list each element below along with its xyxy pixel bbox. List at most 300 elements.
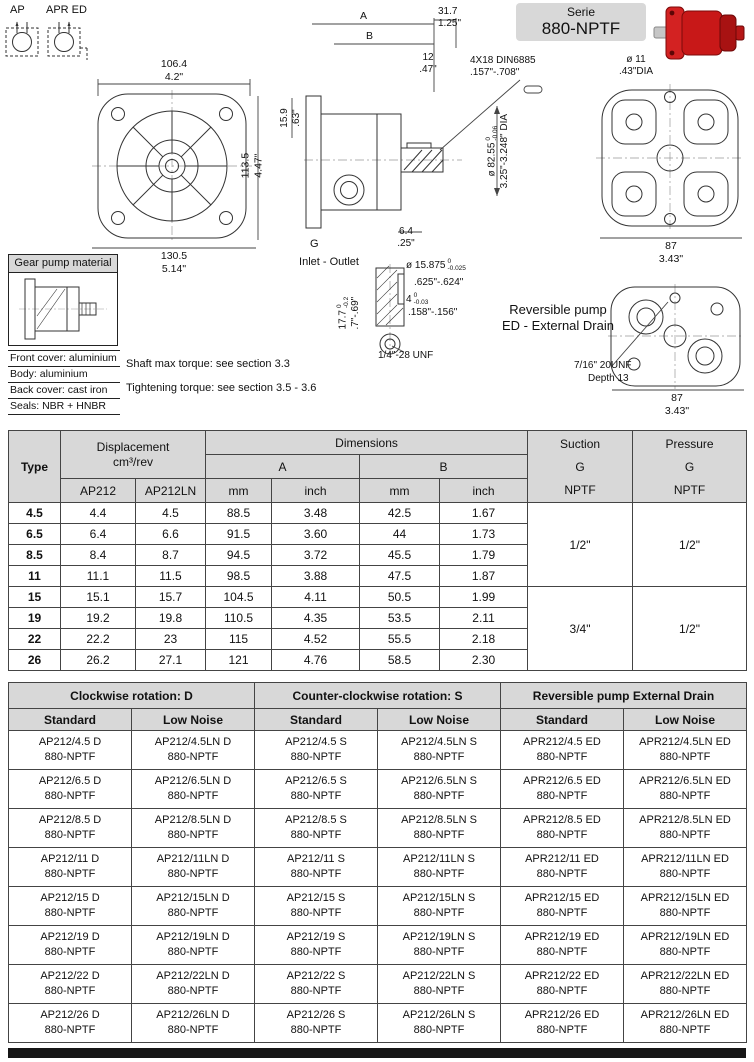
material-box-title: Gear pump material — [9, 255, 117, 273]
dim-mm: 31.7 — [438, 6, 458, 17]
symbol-ap-label: AP — [10, 4, 25, 16]
type-cell: 15 — [9, 587, 61, 608]
suction-cell: 3/4" — [528, 587, 633, 671]
part-row — [9, 887, 747, 926]
serie-label: Serie — [566, 5, 595, 19]
part-code: AP212/8.5 S — [285, 814, 347, 826]
part-cell — [132, 887, 255, 926]
part-code: AP212/11LN D — [156, 853, 230, 865]
dim-159 — [279, 95, 303, 141]
symbol-apr-label: APR ED — [46, 4, 87, 16]
part-suffix: 880-NPTF — [44, 751, 96, 763]
part-suffix: 880-NPTF — [659, 907, 711, 919]
part-cell — [255, 809, 378, 848]
value-cell: 11.5 — [136, 566, 206, 587]
col-header-suction — [528, 431, 633, 503]
value-cell: 2.30 — [440, 650, 528, 671]
part-cell — [132, 809, 255, 848]
tol-up: 0 — [484, 136, 492, 141]
note-shaft-torque: Shaft max torque: see section 3.3 — [126, 358, 290, 370]
suction-cell: 1/2" — [528, 503, 633, 587]
part-suffix: 880-NPTF — [659, 868, 711, 880]
part-code: APR212/15 ED — [524, 892, 600, 904]
tol-dn: -0.06 — [492, 125, 499, 141]
value-cell: 15.7 — [136, 587, 206, 608]
tolerance — [447, 258, 465, 272]
part-code: AP212/22 D — [40, 970, 100, 982]
key-spec-line2: .157"-.708" — [470, 67, 520, 78]
front-base-dim — [130, 250, 218, 275]
dim-mm: 87 — [671, 392, 683, 404]
sub-header-standard: Standard — [9, 709, 132, 731]
suction-nptf: NPTF — [564, 482, 596, 497]
part-suffix: 880-NPTF — [44, 907, 96, 919]
rear2-width-dim — [652, 392, 702, 417]
type-cell: 8.5 — [9, 545, 61, 566]
part-code: AP212/26LN S — [402, 1009, 476, 1021]
part-cell — [9, 848, 132, 887]
part-cell — [378, 887, 501, 926]
tolerance — [485, 126, 499, 141]
value-cell: 8.4 — [61, 545, 136, 566]
part-cell — [501, 809, 624, 848]
dim-in: .25" — [397, 238, 415, 249]
part-suffix: 880-NPTF — [44, 1024, 96, 1036]
value-cell: 15.1 — [61, 587, 136, 608]
part-code: AP212/22 S — [286, 970, 346, 982]
key-spec — [470, 55, 536, 79]
tol-up: 0 — [413, 292, 418, 299]
part-code: APR212/11 ED — [525, 853, 599, 865]
part-row — [9, 965, 747, 1004]
dimensions-table-body — [9, 503, 747, 671]
rear-width-dim — [646, 240, 696, 265]
sub-header-standard: Standard — [255, 709, 378, 731]
value-cell: 4.76 — [272, 650, 360, 671]
part-cell — [255, 1004, 378, 1043]
value-cell: 50.5 — [360, 587, 440, 608]
tol-dn: -0.03 — [413, 299, 429, 307]
part-cell — [132, 770, 255, 809]
material-row: Front cover: aluminium — [8, 351, 120, 367]
value-cell: 58.5 — [360, 650, 440, 671]
dimensions-row — [9, 587, 747, 608]
value-cell: 3.48 — [272, 503, 360, 524]
part-suffix: 880-NPTF — [290, 907, 342, 919]
part-cell — [624, 1004, 747, 1043]
displacement-unit: cm³/rev — [113, 454, 153, 469]
value-cell: 19.2 — [61, 608, 136, 629]
value-cell: 26.2 — [61, 650, 136, 671]
type-cell: 6.5 — [9, 524, 61, 545]
tol-up: 0 — [447, 258, 452, 265]
header-row-1 — [9, 431, 747, 455]
pilot-dia-dim — [485, 91, 511, 211]
col-header-a: A — [206, 455, 360, 479]
part-code: APR212/26 ED — [524, 1009, 600, 1021]
material-rows — [8, 350, 120, 415]
inlet-outlet-label: Inlet - Outlet — [299, 256, 359, 268]
material-row: Seals: NBR + HNBR — [8, 399, 120, 415]
part-suffix: 880-NPTF — [536, 829, 588, 841]
shaft-len: 17.7 — [337, 310, 349, 330]
part-cell — [501, 887, 624, 926]
part-row — [9, 809, 747, 848]
part-suffix: 880-NPTF — [536, 946, 588, 958]
value-cell: 2.11 — [440, 608, 528, 629]
value-cell: 3.60 — [272, 524, 360, 545]
part-suffix: 880-NPTF — [290, 946, 342, 958]
value-cell: 6.6 — [136, 524, 206, 545]
value-cell: 98.5 — [206, 566, 272, 587]
part-code: AP212/26 S — [286, 1009, 346, 1021]
part-suffix: 880-NPTF — [167, 907, 219, 919]
col-header-b-inch: inch — [440, 479, 528, 503]
part-suffix: 880-NPTF — [44, 790, 96, 802]
part-code: APR212/26LN ED — [640, 1009, 730, 1021]
pilot-dia-in: 3.25"-3.248" DIA — [499, 113, 511, 189]
pilot-dia-mm: ø 82.55 — [486, 142, 498, 177]
shaft-len-dim — [336, 276, 362, 350]
part-cell — [501, 965, 624, 1004]
dim-317 — [438, 6, 461, 30]
part-suffix: 880-NPTF — [413, 790, 465, 802]
value-cell: 3.72 — [272, 545, 360, 566]
reversible-line2: ED - External Drain — [502, 318, 614, 333]
part-suffix: 880-NPTF — [290, 751, 342, 763]
part-row — [9, 848, 747, 887]
dim-mm: 12 — [422, 52, 434, 63]
part-code: AP212/8.5LN S — [401, 814, 477, 826]
part-suffix: 880-NPTF — [290, 868, 342, 880]
part-suffix: 880-NPTF — [290, 1024, 342, 1036]
part-cell — [255, 926, 378, 965]
part-code: AP212/11 S — [287, 853, 345, 865]
value-cell: 1.73 — [440, 524, 528, 545]
value-cell: 4.11 — [272, 587, 360, 608]
part-code: APR212/11LN ED — [641, 853, 729, 865]
col-header-a-mm: mm — [206, 479, 272, 503]
part-code: AP212/4.5 D — [38, 736, 102, 748]
part-suffix: 880-NPTF — [536, 907, 588, 919]
dim-mm: 87 — [665, 240, 677, 252]
part-cell — [378, 848, 501, 887]
displacement-label: Displacement — [96, 439, 170, 454]
pressure-cell: 1/2" — [633, 587, 747, 671]
part-code: AP212/6.5LN D — [154, 775, 232, 787]
part-cell — [9, 809, 132, 848]
part-code: AP212/19 S — [286, 931, 346, 943]
part-cell — [378, 731, 501, 770]
part-suffix: 880-NPTF — [659, 751, 711, 763]
dimensions-row — [9, 503, 747, 524]
part-cell — [501, 1004, 624, 1043]
value-cell: 115 — [206, 629, 272, 650]
part-suffix: 880-NPTF — [44, 868, 96, 880]
dim-12 — [408, 52, 448, 76]
drain-depth-label: Depth 13 — [588, 373, 629, 384]
part-code: APR212/22LN ED — [640, 970, 730, 982]
part-code: AP212/6.5 D — [38, 775, 102, 787]
value-cell: 104.5 — [206, 587, 272, 608]
dim-mm: 130.5 — [160, 250, 188, 262]
part-suffix: 880-NPTF — [290, 985, 342, 997]
part-code: AP212/19 D — [40, 931, 100, 943]
part-cell — [624, 731, 747, 770]
value-cell: 44 — [360, 524, 440, 545]
part-code: AP212/22LN D — [156, 970, 230, 982]
part-cell — [255, 731, 378, 770]
tol-up: 0 — [335, 304, 343, 309]
dim-b-label: B — [366, 30, 374, 42]
part-suffix: 880-NPTF — [44, 946, 96, 958]
part-code: APR212/6.5LN ED — [639, 775, 731, 787]
part-suffix: 880-NPTF — [290, 829, 342, 841]
tolerance — [414, 292, 429, 306]
part-row — [9, 1004, 747, 1043]
dim-mm: 6.4 — [399, 226, 413, 237]
part-suffix: 880-NPTF — [167, 790, 219, 802]
part-code: APR212/15LN ED — [640, 892, 730, 904]
value-cell: 4.35 — [272, 608, 360, 629]
col-header-b-mm: mm — [360, 479, 440, 503]
sub-header-low-noise: Low Noise — [378, 709, 501, 731]
part-code: AP212/15 S — [286, 892, 346, 904]
type-cell: 11 — [9, 566, 61, 587]
type-cell: 4.5 — [9, 503, 61, 524]
sub-header-standard: Standard — [501, 709, 624, 731]
serie-value: 880-NPTF — [541, 19, 621, 38]
part-suffix: 880-NPTF — [167, 829, 219, 841]
part-cell — [255, 848, 378, 887]
part-code: APR212/6.5 ED — [523, 775, 601, 787]
value-cell: 22.2 — [61, 629, 136, 650]
part-cell — [624, 965, 747, 1004]
shaft-dia-in: .625"-.624" — [414, 277, 464, 288]
part-cell — [378, 770, 501, 809]
part-cell — [624, 770, 747, 809]
part-suffix: 880-NPTF — [536, 1024, 588, 1036]
part-cell — [624, 887, 747, 926]
value-cell: 1.67 — [440, 503, 528, 524]
group-header-counterclockwise: Counter-clockwise rotation: S — [255, 683, 501, 709]
key-dia-mm: ø 11 — [626, 54, 646, 65]
part-code: AP212/15 D — [40, 892, 100, 904]
part-cell — [132, 1004, 255, 1043]
value-cell: 121 — [206, 650, 272, 671]
shaft-key-in: .158"-.156" — [408, 307, 458, 318]
part-code: AP212/11LN S — [403, 853, 475, 865]
col-header-pressure — [633, 431, 747, 503]
col-header-b: B — [360, 455, 528, 479]
shaft-len-in: .7"-.69" — [350, 296, 362, 330]
front-height-dim — [239, 140, 264, 192]
shaft-len-line1 — [336, 276, 350, 350]
part-suffix: 880-NPTF — [167, 868, 219, 880]
part-suffix: 880-NPTF — [536, 790, 588, 802]
part-code: AP212/6.5LN S — [401, 775, 477, 787]
part-table-body — [9, 731, 747, 1043]
part-code: AP212/4.5LN S — [401, 736, 477, 748]
dim-64 — [386, 226, 426, 250]
type-cell: 26 — [9, 650, 61, 671]
value-cell: 4.52 — [272, 629, 360, 650]
tolerance — [336, 297, 350, 308]
part-cell — [132, 731, 255, 770]
value-cell: 23 — [136, 629, 206, 650]
value-cell: 91.5 — [206, 524, 272, 545]
pressure-cell: 1/2" — [633, 503, 747, 587]
part-numbers-table — [8, 682, 747, 1043]
tol-dn: -0.025 — [447, 265, 466, 273]
reversible-label — [486, 302, 630, 334]
dim-in: 3.43" — [658, 252, 684, 265]
part-code: AP212/22LN S — [402, 970, 476, 982]
dim-in: 4.47" — [252, 153, 264, 178]
part-code: AP212/11 D — [40, 853, 100, 865]
col-header-type: Type — [9, 431, 61, 503]
part-suffix: 880-NPTF — [659, 985, 711, 997]
col-header-dimensions: Dimensions — [206, 431, 528, 455]
group-header-clockwise: Clockwise rotation: D — [9, 683, 255, 709]
part-code: AP212/8.5LN D — [154, 814, 232, 826]
value-cell: 88.5 — [206, 503, 272, 524]
drain-thread-label: 7/16" 20UNF — [574, 360, 632, 371]
col-header-displacement — [61, 431, 206, 479]
part-cell — [9, 965, 132, 1004]
part-code: AP212/8.5 D — [38, 814, 102, 826]
material-row: Body: aluminium — [8, 367, 120, 383]
part-cell — [624, 809, 747, 848]
part-cell — [9, 770, 132, 809]
group-header-reversible: Reversible pump External Drain — [501, 683, 747, 709]
type-cell: 22 — [9, 629, 61, 650]
part-code: APR212/19 ED — [524, 931, 600, 943]
dim-in: .47" — [419, 64, 437, 75]
drawings-section — [0, 0, 754, 430]
part-suffix: 880-NPTF — [44, 985, 96, 997]
part-cell — [132, 926, 255, 965]
part-suffix: 880-NPTF — [659, 829, 711, 841]
value-cell: 27.1 — [136, 650, 206, 671]
part-suffix: 880-NPTF — [413, 946, 465, 958]
part-cell — [132, 965, 255, 1004]
part-suffix: 880-NPTF — [413, 985, 465, 997]
part-cell — [9, 887, 132, 926]
part-cell — [378, 926, 501, 965]
part-suffix: 880-NPTF — [536, 985, 588, 997]
front-width-dim — [130, 58, 218, 83]
footer-bar — [8, 1048, 746, 1058]
value-cell: 55.5 — [360, 629, 440, 650]
sub-header-low-noise: Low Noise — [132, 709, 255, 731]
col-header-ap212ln: AP212LN — [136, 479, 206, 503]
part-suffix: 880-NPTF — [44, 829, 96, 841]
value-cell: 1.99 — [440, 587, 528, 608]
part-row — [9, 731, 747, 770]
part-code: AP212/26 D — [40, 1009, 100, 1021]
dimensions-table — [8, 430, 747, 671]
value-cell: 19.8 — [136, 608, 206, 629]
part-code: AP212/15LN S — [402, 892, 476, 904]
part-suffix: 880-NPTF — [167, 751, 219, 763]
value-cell: 11.1 — [61, 566, 136, 587]
shaft-dia-dim — [406, 258, 466, 272]
part-cell — [624, 848, 747, 887]
material-row: Back cover: cast iron — [8, 383, 120, 399]
part-cell — [9, 926, 132, 965]
part-code: APR212/19LN ED — [640, 931, 730, 943]
part-cell — [255, 770, 378, 809]
key-dia — [604, 54, 668, 78]
part-suffix: 880-NPTF — [536, 751, 588, 763]
value-cell: 1.79 — [440, 545, 528, 566]
key-spec-line1: 4X18 DIN6885 — [470, 55, 536, 66]
part-suffix: 880-NPTF — [413, 868, 465, 880]
part-cell — [501, 848, 624, 887]
value-cell: 94.5 — [206, 545, 272, 566]
dim-mm: 15.9 — [279, 108, 290, 128]
part-cell — [255, 887, 378, 926]
tol-dn: -0.2 — [343, 296, 350, 309]
dim-a-label: A — [360, 10, 368, 22]
part-cell — [378, 809, 501, 848]
dim-in: 3.43" — [664, 404, 690, 417]
part-suffix: 880-NPTF — [659, 790, 711, 802]
pilot-dia-line1 — [485, 91, 499, 211]
part-suffix: 880-NPTF — [413, 751, 465, 763]
material-drawing — [19, 276, 107, 342]
part-suffix: 880-NPTF — [167, 985, 219, 997]
reversible-line1: Reversible pump — [509, 302, 607, 317]
value-cell: 110.5 — [206, 608, 272, 629]
part-suffix: 880-NPTF — [167, 1024, 219, 1036]
part-cell — [378, 965, 501, 1004]
part-code: APR212/22 ED — [524, 970, 600, 982]
part-suffix: 880-NPTF — [167, 946, 219, 958]
part-code: AP212/4.5LN D — [154, 736, 232, 748]
value-cell: 4.5 — [136, 503, 206, 524]
material-box — [8, 254, 118, 346]
part-suffix: 880-NPTF — [413, 1024, 465, 1036]
pressure-nptf: NPTF — [673, 482, 706, 497]
part-suffix: 880-NPTF — [659, 1024, 711, 1036]
suction-label: Suction — [560, 436, 601, 451]
part-sub-header-row — [9, 709, 747, 731]
value-cell: 8.7 — [136, 545, 206, 566]
part-code: AP212/4.5 S — [285, 736, 347, 748]
part-cell — [9, 1004, 132, 1043]
part-cell — [501, 731, 624, 770]
value-cell: 42.5 — [360, 503, 440, 524]
part-suffix: 880-NPTF — [290, 790, 342, 802]
suction-g: G — [575, 459, 585, 474]
part-cell — [501, 770, 624, 809]
note-tightening-torque: Tightening torque: see section 3.5 - 3.6 — [126, 382, 317, 394]
value-cell: 1.87 — [440, 566, 528, 587]
value-cell: 47.5 — [360, 566, 440, 587]
value-cell: 3.88 — [272, 566, 360, 587]
part-cell — [624, 926, 747, 965]
part-code: AP212/19LN D — [156, 931, 230, 943]
key-dia-in: .43"DIA — [618, 66, 654, 77]
part-code: AP212/15LN D — [156, 892, 230, 904]
shaft-key: 4 — [406, 293, 412, 305]
dim-mm: 106.4 — [160, 58, 188, 70]
port-g-label: G — [310, 238, 319, 250]
part-cell — [378, 1004, 501, 1043]
shaft-key-dim — [406, 292, 428, 306]
